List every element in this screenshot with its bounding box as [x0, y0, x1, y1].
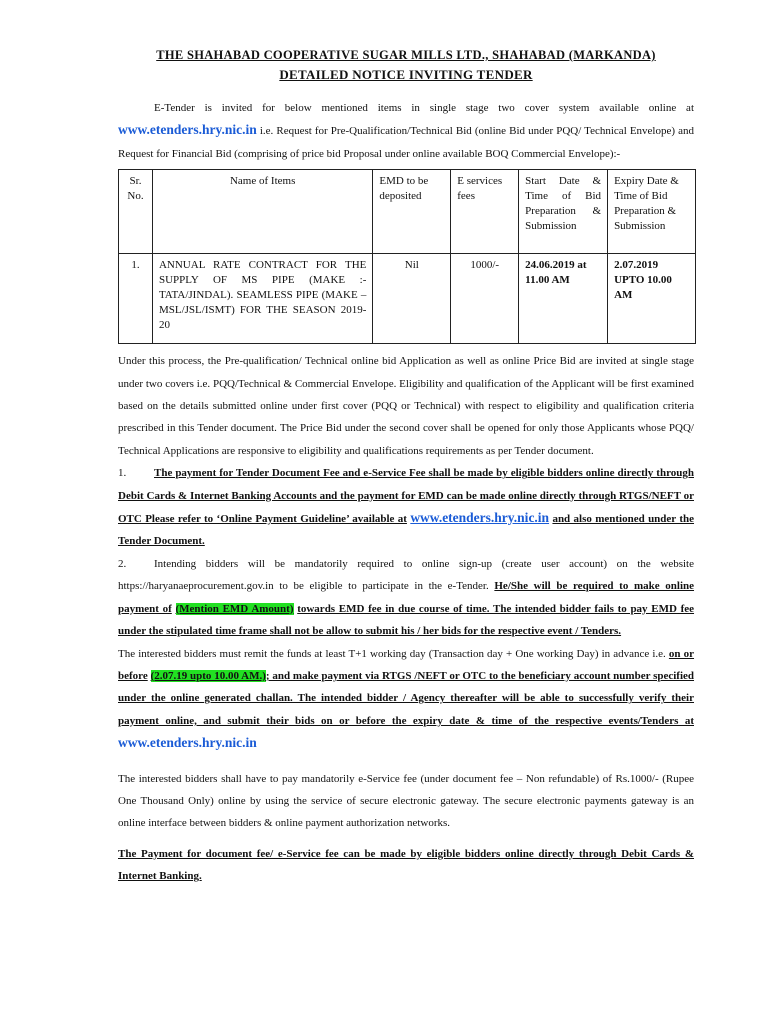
col-header-emd: EMD to be deposited: [373, 170, 451, 254]
point-1: [118, 462, 694, 553]
emd-amount-highlight: (Mention EMD Amount): [175, 602, 294, 615]
deadline-highlight: (2.07.19 upto 10.00 AM.): [150, 669, 266, 682]
point-2-bold: He/She will be required to make online payment of: [118, 580, 695, 615]
col-header-sr: Sr. No.: [119, 170, 153, 254]
table-header-row: [119, 170, 696, 254]
final-paragraph: The Payment for document fee/ e-Service fee can be made by eligible bidders online directly through Debit Cards & Internet Banking.: [118, 847, 694, 883]
col-header-name: Name of Items: [152, 170, 372, 254]
intro-paragraph: [118, 97, 694, 165]
cell-item-name: ANNUAL RATE CONTRACT FOR THE SUPPLY OF MS PIPE (MAKE :- TATA/JINDAL). SEAMLESS PIPE (MAKE –MSL/JSL/ISMT) FOR THE SEASON 2019-20: [152, 254, 372, 344]
notice-document: [118, 48, 694, 888]
remit-bold-2: ; and make payment via RTGS /NEFT or OTC to the beneficiary account number specified under the online generated challan. The intended bidder / Agency thereafter will be able to successfully verify their payment online, and submit their bids on or before the expiry date & time of the respective events/Tenders at: [118, 669, 695, 727]
remit-bold: on or before: [118, 647, 695, 682]
col-header-expiry: Expiry Date & Time of Bid Preparation & Submission: [608, 170, 696, 254]
remit-paragraph: [118, 643, 694, 756]
cell-start-date: 24.06.2019 at 11.00 AM: [519, 254, 608, 344]
point-2-bold-2: towards EMD fee in due course of time. The intended bidder fails to pay EMD fee under the stipulated time frame shall not be allow to submit his / her bids for the respective event / Tenders.: [118, 602, 695, 638]
point-1-link[interactable]: www.etenders.hry.nic.in: [410, 510, 550, 526]
remit-link[interactable]: www.etenders.hry.nic.in: [118, 735, 257, 751]
cell-sr: 1.: [119, 254, 153, 344]
process-paragraph: Under this process, the Pre-qualification/ Technical online bid Application as well as online Price Bid are invited at single stage under two covers i.e. PQQ/Technical & Commercial Envelope. Eligibility and qualification of the Applicant will be first examined based on the details submitted online under first cover (PQQ or Technical) with respect to eligibility and qualification criteria prescribed in this Tender document. The Price Bid under the second cover shall be opened for only those Applicants whose PQQ/ Technical Applications are responsive to eligibility and qualifications requirements as per Tender document.: [118, 355, 694, 457]
cell-expiry-date: 2.07.2019 UPTO 10.00 AM: [608, 254, 696, 344]
point-1-number: 1.: [118, 467, 127, 480]
point-1-tail: and also mentioned under the Tender Document.: [118, 513, 695, 548]
cell-emd: Nil: [373, 254, 451, 344]
tender-items-table: [118, 169, 696, 344]
intro-text-2: i.e. Request for Pre-Qualification/Technical Bid (online Bid under PQQ/ Technical Envelope) and Request for Financial Bid (comprising of price bid Proposal under online available BOQ Commercial Envelope):-: [118, 125, 694, 160]
col-header-fees: E services fees: [451, 170, 519, 254]
point-2: [118, 553, 694, 643]
remit-text: The interested bidders must remit the funds at least T+1 working day (Transaction day + One working Day) in advance i.e.: [118, 647, 666, 660]
point-2-text: Intending bidders will be mandatorily required to online sign-up (create user account) on the website https://haryanaeprocurement.gov.in to be eligible to participate in the e-Tender.: [118, 557, 694, 593]
org-heading: THE SHAHABAD COOPERATIVE SUGAR MILLS LTD., SHAHABAD (MARKANDA): [156, 48, 656, 62]
table-row: [119, 254, 696, 344]
point-1-text: The payment for Tender Document Fee and e-Service Fee shall be made by eligible bidders online directly through Debit Cards & Internet Banking Accounts and the payment for EMD can be made online directly through RTGS/NEFT or OTC Please refer to ‘Online Payment Guideline’ available at: [118, 467, 694, 526]
intro-text: E-Tender is invited for below mentioned items in single stage two cover system available online at: [154, 102, 694, 114]
col-header-start: Start Date & Time of Bid Preparation & Submission: [519, 170, 608, 254]
fee-paragraph: The interested bidders shall have to pay mandatorily e-Service fee (under document fee – Non refundable) of Rs.1000/- (Rupee One Thousand Only) online by using the service of secure electronic gateway. The secure electronic payments gateway is an online interface between bidders & online payment authorization networks.: [118, 772, 694, 830]
point-2-number: 2.: [118, 557, 127, 570]
notice-title: DETAILED NOTICE INVITING TENDER: [279, 67, 533, 82]
cell-fees: 1000/-: [451, 254, 519, 344]
etenders-link[interactable]: www.etenders.hry.nic.in: [118, 122, 257, 138]
